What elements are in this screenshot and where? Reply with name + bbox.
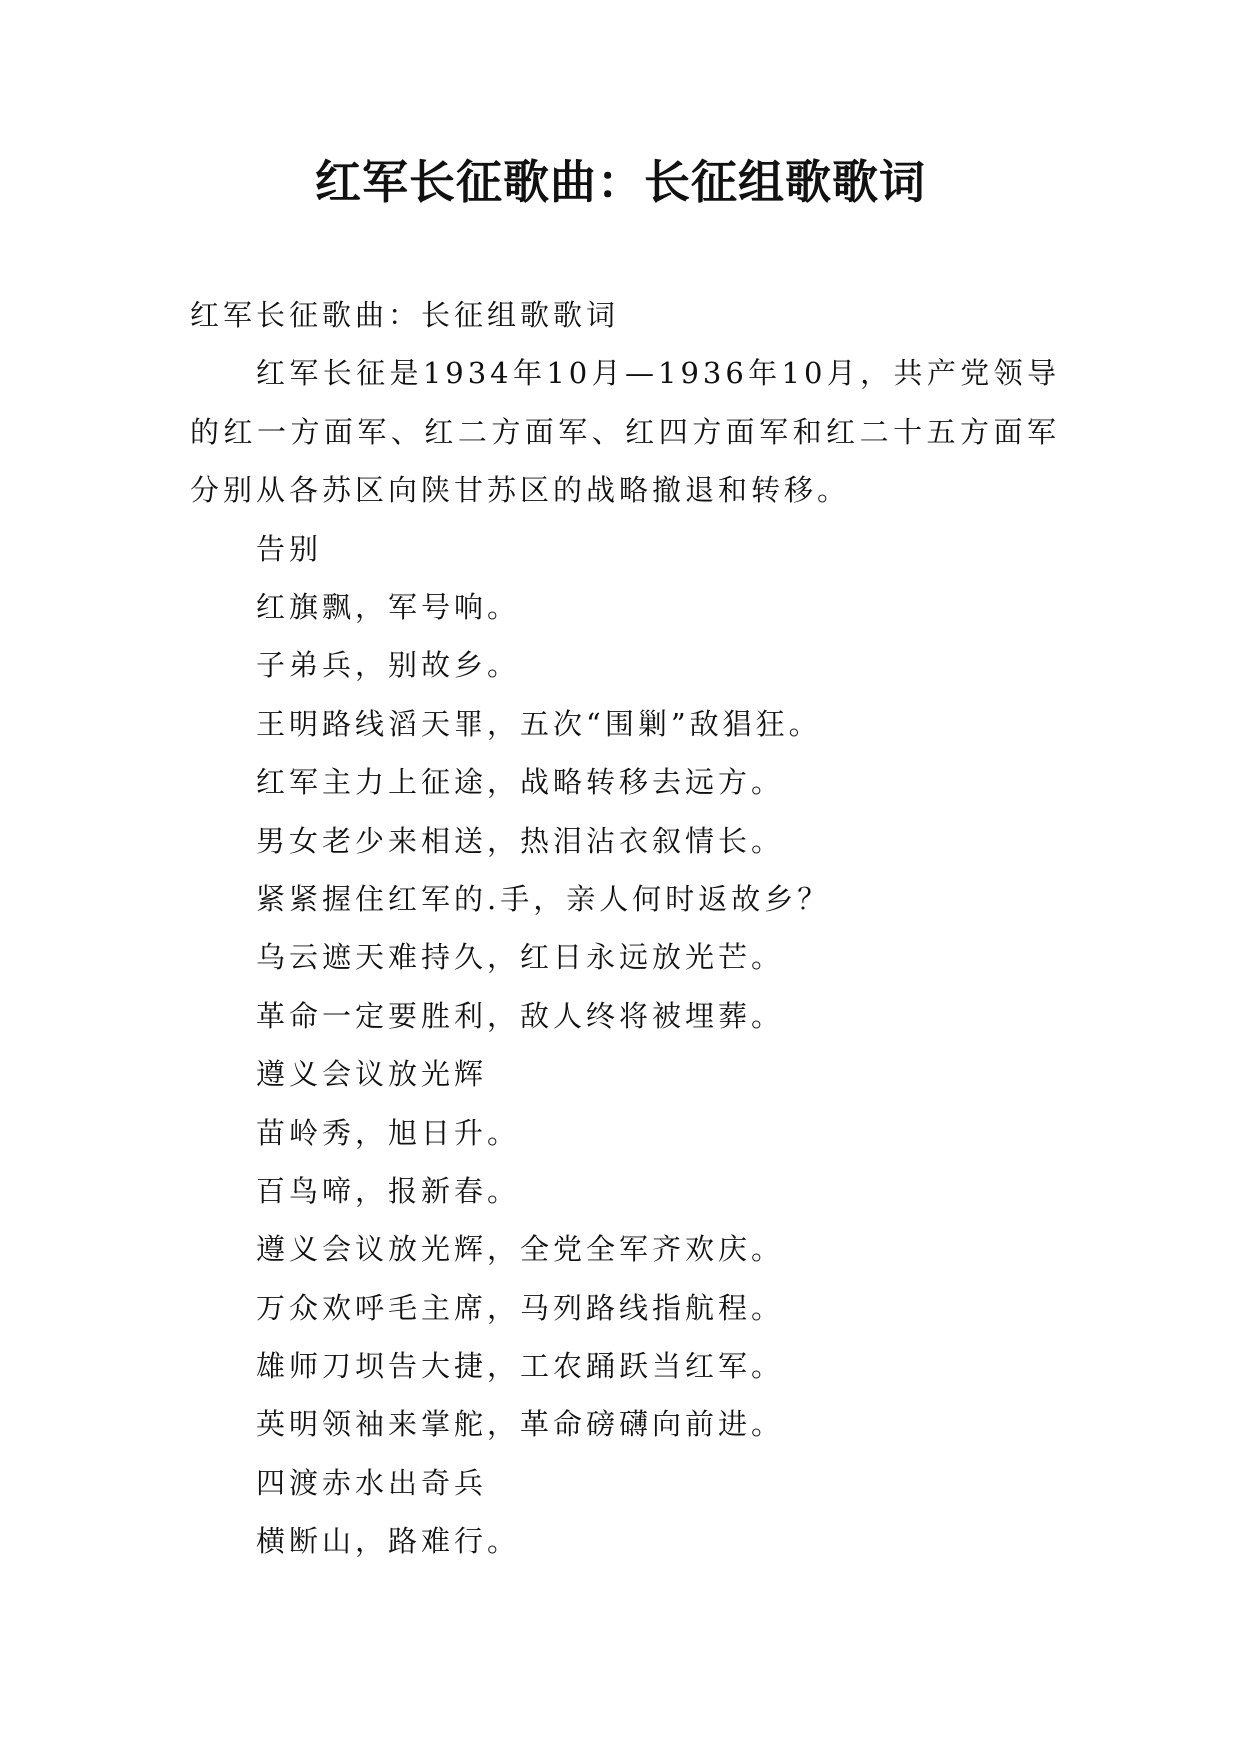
section-heading-zunyi: 遵义会议放光辉 xyxy=(256,1057,488,1092)
document-title: 红军长征歌曲：长征组歌歌词 xyxy=(315,155,926,209)
lyric-line: 紧紧握住红军的.手，亲人何时返故乡？ xyxy=(256,881,831,916)
lyric-line: 雄师刀坝告大捷，工农踊跃当红军。 xyxy=(256,1349,785,1384)
lyric-line: 横断山，路难行。 xyxy=(256,1524,521,1559)
lyric-line: 男女老少来相送，热泪沾衣叙情长。 xyxy=(256,823,785,858)
lyric-line: 英明领袖来掌舵，革命磅礴向前进。 xyxy=(256,1407,785,1442)
lyric-line: 遵义会议放光辉，全党全军齐欢庆。 xyxy=(256,1232,785,1267)
lyric-line: 子弟兵，别故乡。 xyxy=(256,648,521,683)
section-heading-farewell: 告别 xyxy=(256,531,323,566)
lyric-line: 王明路线滔天罪，五次“围剿”敌猖狂。 xyxy=(256,706,822,741)
lyric-line: 乌云遮天难持久，红日永远放光芒。 xyxy=(256,940,785,975)
lyric-line: 红旗飘，军号响。 xyxy=(256,590,521,624)
lyric-line: 百鸟啼，报新春。 xyxy=(256,1173,521,1208)
lyric-line: 红军主力上征途，战略转移去远方。 xyxy=(256,765,785,800)
intro-paragraph: 红军长征是1934年10月—1936年10月，共产党领导的红一方面军、红二方面军、红四方面军和红二十五方面军分别从各苏区向陕甘苏区的战略撤退和转移。 xyxy=(190,356,1060,508)
lyric-line: 革命一定要胜利，敌人终将被埋葬。 xyxy=(256,998,785,1033)
lyric-line: 万众欢呼毛主席，马列路线指航程。 xyxy=(256,1290,785,1325)
document-body xyxy=(190,286,1060,1571)
document-subtitle: 红军长征歌曲：长征组歌歌词 xyxy=(190,298,620,332)
section-heading-chishui: 四渡赤水出奇兵 xyxy=(256,1465,488,1500)
lyric-line: 苗岭秀，旭日升。 xyxy=(256,1115,521,1150)
